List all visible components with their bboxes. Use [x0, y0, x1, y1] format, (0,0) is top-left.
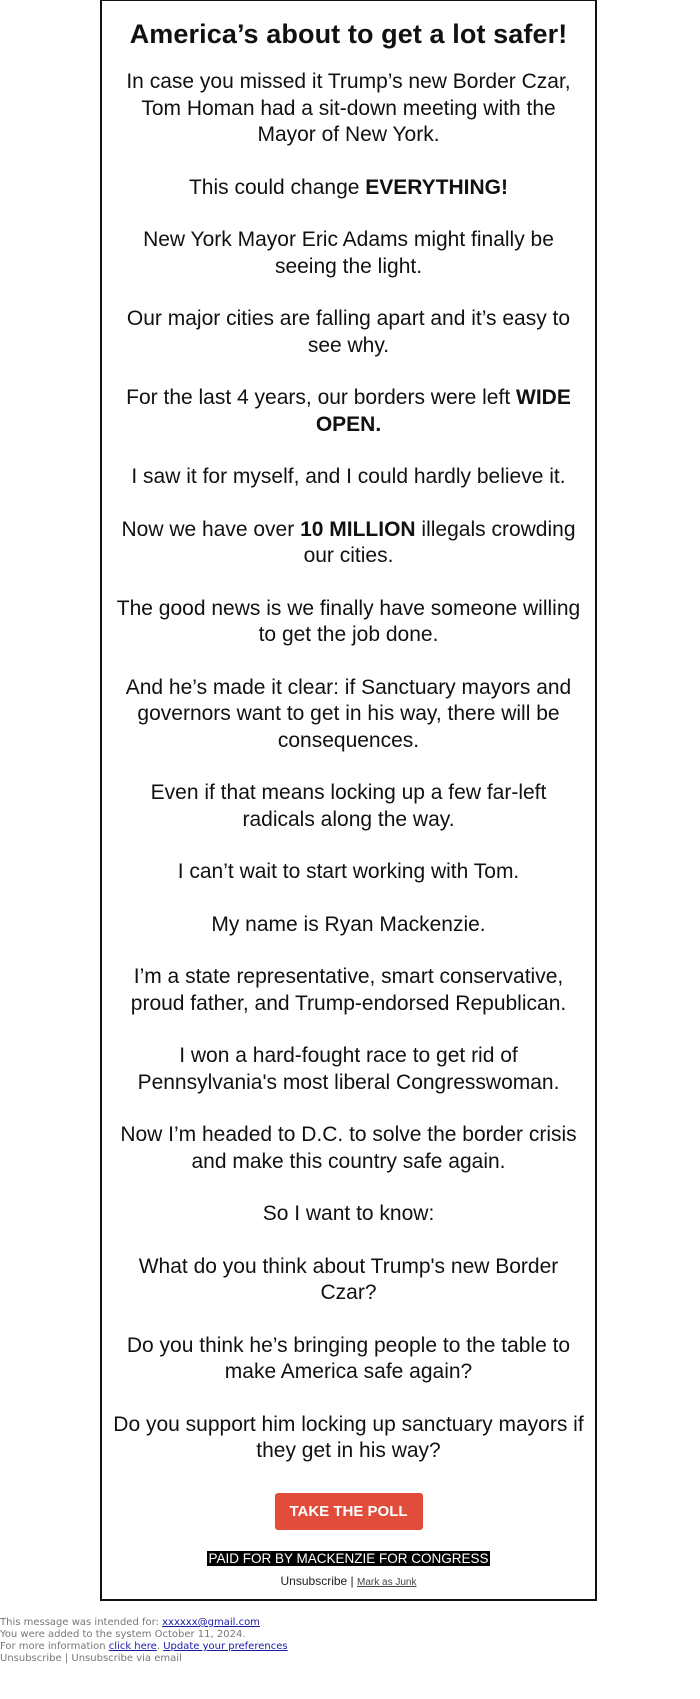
emphasis-text: WIDE OPEN. [315, 386, 571, 436]
email-paragraph [112, 1254, 585, 1307]
footer-more-info-prefix: For more information [0, 1641, 109, 1652]
email-paragraph [112, 69, 585, 149]
update-preferences-link[interactable]: Update your preferences [163, 1641, 288, 1652]
footer-more-info-line [0, 1641, 288, 1653]
footer-separator: | [61, 1653, 72, 1664]
separator: | [347, 1574, 358, 1588]
paragraph-text: What do you think about Trump's new Border Czar? [138, 1254, 559, 1304]
email-paragraph [112, 306, 585, 359]
emphasis-text: 10 MILLION [300, 517, 416, 541]
footer-unsubscribe-link[interactable]: Unsubscribe [0, 1653, 62, 1664]
email-paragraphs [102, 69, 595, 1465]
footer-period: . [156, 1641, 164, 1652]
email-paragraph [112, 675, 585, 755]
paragraph-text: In case you missed it Trump’s new Border Czar, Tom Homan had a sit-down meeting with the Mayor of New York. [126, 70, 571, 146]
paragraph-text: Our major cities are falling apart and it’s easy to see why. [126, 307, 571, 357]
footer-added-line: You were added to the system October 11, 2024. [0, 1629, 246, 1640]
paragraph-text: I can’t wait to start working with Tom. [177, 860, 520, 883]
paragraph-text: This could change [188, 175, 366, 199]
paragraph-text: So I want to know: [262, 1202, 435, 1225]
paragraph-text: New York Mayor Eric Adams might finally be seeing the light. [143, 228, 554, 278]
email-paragraph [112, 1122, 585, 1175]
email-paragraph [112, 517, 585, 570]
email-paragraph [112, 175, 585, 202]
footer-intended-prefix: This message was intended for: [0, 1617, 163, 1628]
paragraph-text: Do you support him locking up sanctuary mayors if they get in his way? [113, 1412, 584, 1462]
emphasis-text: EVERYTHING! [365, 175, 508, 199]
paid-for-text: PAID FOR BY MACKENZIE FOR CONGRESS [208, 1551, 489, 1566]
unsubscribe-row [102, 1574, 595, 1588]
mark-as-junk-link[interactable]: Mark as Junk [357, 1577, 417, 1588]
footer-intended-line [0, 1617, 288, 1629]
paid-for-disclaimer [102, 1550, 595, 1568]
paragraph-text: For the last 4 years, our borders were left [126, 386, 516, 409]
email-paragraph [112, 464, 585, 491]
email-paragraph [112, 912, 585, 939]
paragraph-text: illegals crowding our cities. [303, 517, 576, 567]
paragraph-text: Do you think he’s bringing people to the table to make America safe again? [126, 1333, 571, 1383]
paragraph-text: And he’s made it clear: if Sanctuary mayors and governors want to get in his way, there will be consequences. [125, 675, 572, 752]
footer-unsubscribe-email-link[interactable]: Unsubscribe via email [71, 1653, 182, 1664]
email-body-card [100, 0, 597, 1601]
take-the-poll-button[interactable]: TAKE THE POLL [275, 1493, 423, 1530]
email-paragraph [112, 1333, 585, 1386]
footer-unsubscribe-line [0, 1653, 288, 1665]
paragraph-text: The good news is we finally have someone willing to get the job done. [116, 596, 581, 646]
email-paragraph [112, 1201, 585, 1228]
paragraph-text: Now I’m headed to D.C. to solve the border crisis and make this country safe again. [120, 1123, 577, 1173]
email-paragraph [112, 227, 585, 280]
paragraph-text: Even if that means locking up a few far-left radicals along the way. [150, 781, 547, 831]
email-paragraph [112, 1412, 585, 1465]
cta-container [102, 1493, 595, 1530]
email-headline: America’s about to get a lot safer! [129, 19, 568, 49]
paragraph-text: My name is Ryan Mackenzie. [211, 912, 486, 936]
recipient-email-link[interactable]: xxxxxx@gmail.com [162, 1617, 260, 1628]
email-paragraph [112, 385, 585, 438]
email-paragraph [112, 1043, 585, 1096]
email-paragraph [112, 596, 585, 649]
unsubscribe-link[interactable]: Unsubscribe [280, 1574, 348, 1588]
paragraph-text: I’m a state representative, smart conservative, proud father, and Trump-endorsed Republican. [130, 965, 567, 1015]
paragraph-text: I saw it for myself, and I could hardly believe it. [131, 465, 566, 488]
click-here-link[interactable]: click here [108, 1641, 157, 1652]
email-footer [0, 1617, 288, 1665]
email-paragraph [112, 780, 585, 833]
paragraph-text: Now we have over [121, 517, 301, 541]
email-paragraph [112, 964, 585, 1017]
paragraph-text: I won a hard-fought race to get rid of Pennsylvania's most liberal Congresswoman. [137, 1044, 560, 1094]
email-paragraph [112, 859, 585, 886]
